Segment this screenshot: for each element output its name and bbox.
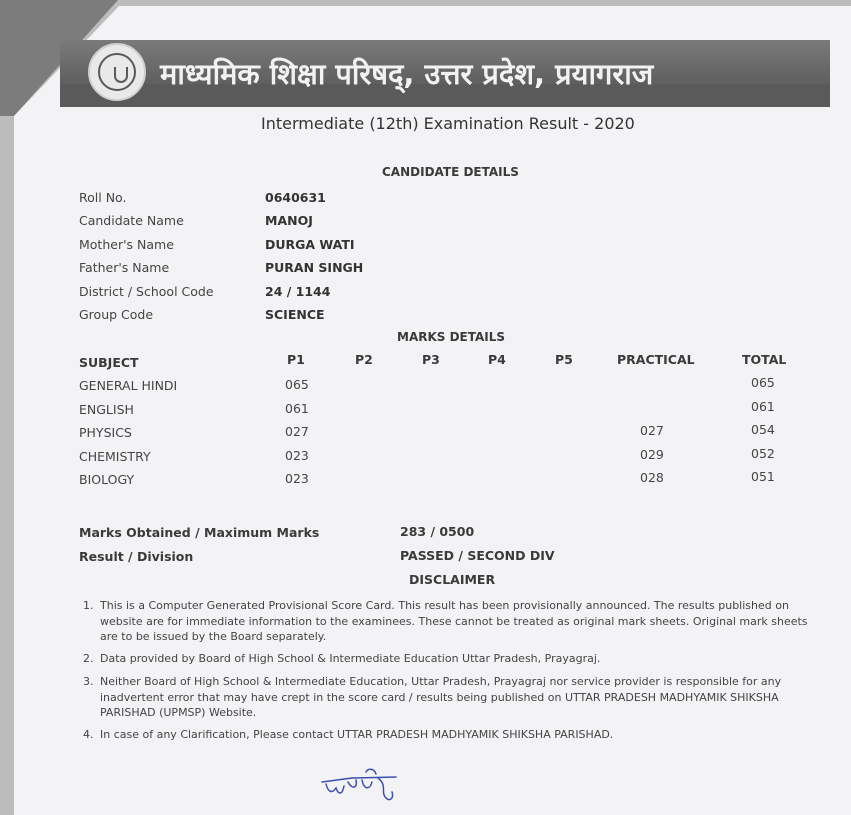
field-label-district: District / School Code (79, 284, 214, 299)
total-cell: 054 (751, 422, 775, 437)
field-label-group: Group Code (79, 307, 154, 322)
total-cell: 052 (751, 446, 775, 461)
marks-obtained-label: Marks Obtained / Maximum Marks (79, 525, 320, 540)
practical-cell: 028 (640, 470, 664, 485)
result-label: Result / Division (79, 549, 194, 564)
disclaimer-text: This is a Computer Generated Provisional Score Card. This result has been provisionally announced. The results published on website are for immediate information to the examinees. These cannot be treated as original mark sheets. Original mark sheets are to be issued by the Board separately. (100, 599, 808, 643)
p1-cell: 061 (285, 401, 309, 416)
col-header-p1: P1 (287, 352, 305, 367)
disclaimer-title: DISCLAIMER (409, 572, 496, 587)
field-value-roll: 0640631 (265, 190, 326, 205)
col-header-p3: P3 (422, 352, 440, 367)
candidate-section-title: CANDIDATE DETAILS (382, 165, 519, 179)
field-label-name: Candidate Name (79, 213, 184, 228)
subject-cell: GENERAL HINDI (79, 378, 178, 393)
subject-cell: ENGLISH (79, 402, 134, 417)
disclaimer-number: 4. (83, 728, 94, 741)
disclaimer-number: 1. (83, 599, 94, 612)
col-header-p5: P5 (555, 352, 573, 367)
col-header-p2: P2 (355, 352, 373, 367)
disclaimer-item (83, 674, 813, 721)
exam-title: Intermediate (12th) Examination Result - 2020 (261, 114, 635, 133)
p1-cell: 023 (285, 448, 309, 463)
total-cell: 051 (751, 469, 775, 484)
p1-cell: 065 (285, 377, 309, 392)
subject-cell: BIOLOGY (79, 472, 135, 487)
subject-cell: CHEMISTRY (79, 449, 151, 464)
marks-obtained-value: 283 / 0500 (400, 524, 475, 539)
p1-cell: 023 (285, 471, 309, 486)
header-banner (60, 40, 830, 107)
board-logo-icon (88, 43, 146, 101)
field-value-district: 24 / 1144 (265, 284, 331, 299)
col-header-total: TOTAL (742, 352, 787, 367)
logo-ring (98, 53, 136, 91)
subject-cell: PHYSICS (79, 425, 132, 440)
disclaimer-item (83, 727, 813, 743)
disclaimer-number: 3. (83, 675, 94, 688)
field-value-group: SCIENCE (265, 307, 325, 322)
field-value-name: MANOJ (265, 213, 313, 228)
logo-emblem (114, 67, 128, 83)
field-value-mother: DURGA WATI (265, 237, 355, 252)
disclaimer-text: In case of any Clarification, Please contact UTTAR PRADESH MADHYAMIK SHIKSHA PARISHAD. (100, 728, 614, 741)
field-value-father: PURAN SINGH (265, 260, 364, 275)
marks-section-title: MARKS DETAILS (397, 330, 506, 344)
col-header-p4: P4 (488, 352, 506, 367)
disclaimer-item (83, 651, 813, 667)
disclaimer-number: 2. (83, 652, 94, 665)
field-label-roll: Roll No. (79, 190, 127, 205)
disclaimer-text: Data provided by Board of High School & Intermediate Education Uttar Pradesh, Prayagraj. (100, 652, 601, 665)
disclaimer-text: Neither Board of High School & Intermediate Education, Uttar Pradesh, Prayagraj nor service provider is responsible for any inadvertent error that may have crept in the score card / results being published on UTTAR PRADESH MADHYAMIK SHIKSHA PARISHAD (UPMSP) Website. (100, 675, 782, 719)
col-header-subject: SUBJECT (79, 355, 139, 370)
field-label-mother: Mother's Name (79, 237, 174, 252)
col-header-practical: PRACTICAL (617, 352, 695, 367)
board-name: माध्यमिक शिक्षा परिषद्, उत्तर प्रदेश, प्रयागराज (160, 57, 654, 91)
practical-cell: 027 (640, 423, 664, 438)
practical-cell: 029 (640, 447, 664, 462)
field-label-father: Father's Name (79, 260, 170, 275)
result-value: PASSED / SECOND DIV (400, 548, 555, 563)
total-cell: 065 (751, 375, 775, 390)
disclaimer-item (83, 598, 813, 645)
handwritten-signature (318, 760, 400, 804)
p1-cell: 027 (285, 424, 309, 439)
total-cell: 061 (751, 399, 775, 414)
